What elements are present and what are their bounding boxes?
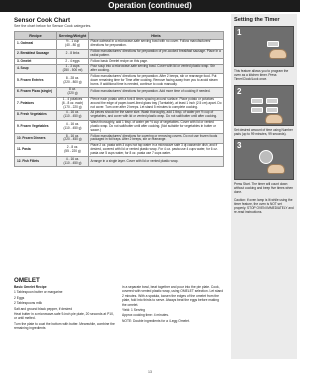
table-row: [15, 87, 224, 97]
column-header: Recipe: [15, 32, 57, 40]
column-header: Hints: [89, 32, 224, 40]
sensor-cook-title: Sensor Cook Chart: [14, 17, 71, 24]
omelet-paragraph: Turn the plate to coat the bottom with butter. Meanwhile, combine the remaining ingredients: [14, 321, 115, 331]
omelet-paragraph: 1 Tablespoon butter or margarine: [14, 290, 63, 295]
recipe-cell: 8. Fresh Vegetables: [15, 111, 57, 121]
hints-cell: Pour soup into a microwave-safe serving bowl. Cover with lid or vented plastic wrap. Stir after cooking.: [89, 64, 224, 74]
omelet-paragraph: Yield: 1 Serving: [122, 308, 145, 313]
serving-cell: 8 oz. (220 g): [57, 87, 89, 97]
step-number: 2: [237, 86, 242, 96]
step-3-text: Press Start. The timer will count down without cooking and beep five times when done.: [234, 182, 294, 195]
table-row: [15, 143, 224, 157]
step-2-illustration: [234, 85, 294, 126]
number-pad-button-icon: [251, 107, 263, 113]
hints-cell: Arrange in a single layer. Cover with lid or vented plastic wrap.: [89, 157, 224, 167]
table-row: [15, 97, 224, 111]
hints-cell: Wash thoroughly, add 1 tbsp. of water per ½ cup of vegetables. Cover with lid or vented plastic wrap. Do not salt/butter until after cooking. (Not suitable for vegetables in butter or sauce.): [89, 120, 224, 134]
column-header: Serving/Weight: [57, 32, 89, 40]
table-row: [15, 64, 224, 74]
hints-cell: Follow manufacturers' directions for covering or removing covers. Do not use frozen foods packaged in foil trays. After 2 beeps, stir or rearrange.: [89, 134, 224, 144]
page-header: [0, 0, 300, 12]
setting-timer-title: Setting the Timer: [234, 17, 280, 23]
table-row: [15, 120, 224, 134]
omelet-paragraph: Salt and ground black pepper, if desired: [14, 306, 73, 311]
hints-cell: Place 2 oz. pasta with 3 cups hot tap water in a microwave safe 3 qt casserole dish, and if desired, covered with lid or vented plastic wrap. For 4 oz. pasta use 4 cups water, for 6 oz. pasta use 5 cups water, for 8 oz. pasta use 7 cups water.: [89, 143, 224, 157]
table-row: [15, 157, 224, 167]
page-number: 13: [148, 370, 152, 374]
omelet-paragraph: NOTE: Double ingredients for a 4-egg Omelet.: [122, 318, 190, 323]
sensor-cook-table-body: [15, 40, 224, 167]
table-row: [15, 74, 224, 88]
sensor-cook-section: [14, 17, 224, 167]
omelet-paragraph: Basic Omelet Recipe: [14, 285, 47, 289]
number-pad-button-icon: [266, 98, 278, 104]
recipe-cell: 9. Frozen Vegetables: [15, 120, 57, 134]
timer-clock-button-icon: [267, 41, 279, 47]
table-row: [15, 111, 224, 121]
sensor-cook-subtitle: See the chart below for Sensor Cook categories.: [14, 24, 92, 28]
serving-cell: 1 - 4 potatoes (6 - 8 oz. each) (170 - 220 g): [57, 97, 89, 111]
omelet-title: OMELET: [14, 277, 40, 284]
finger-press-icon: [267, 164, 285, 174]
hints-cell: Pierce each potato with a fork 8 times spacing around surface. Place potato or potatoes around the edge of paper-towel-lined glass tray (Turntable), at least 1 inch (2.5 cm) apart. Do not cover. Turn over after 2 beeps. Let stand 5 minutes to complete cooking.: [90, 96, 222, 109]
recipe-cell: 3. Omelet: [15, 59, 57, 65]
recipe-cell: 12. Fish Fillets: [15, 157, 57, 167]
omelet-paragraph: in a separate bowl, beat together and pour into the pie plate. Cook, covered with vented plastic wrap, using OMELET selection. Let stand 2 minutes. With a spatula, loosen the edges of the omelet from the plate, fold into thirds to serve. Always beat the eggs before making the omelet.: [122, 285, 224, 307]
serving-cell: 2 - 4 eggs: [57, 59, 89, 65]
setting-timer-panel: [231, 14, 297, 359]
finger-press-icon: [269, 49, 287, 59]
step-1-text: This feature allows you to program the oven as a kitchen timer. Press Timer/Clock/Lock once.: [234, 69, 289, 82]
omelet-paragraph: 2 Eggs: [14, 295, 25, 300]
serving-cell: 8 - 28 oz. (220 - 800 g): [57, 74, 89, 88]
serving-cell: 4 - 16 oz. (110 - 450 g): [57, 120, 89, 134]
recipe-cell: 1. Oatmeal: [15, 40, 57, 50]
recipe-cell: 7. Potatoes: [15, 97, 57, 111]
omelet-paragraph: Approx cooking time: 4 minutes.: [122, 313, 169, 318]
omelet-section: [14, 277, 224, 332]
serving-cell: 2 - 8 links: [57, 49, 89, 59]
serving-cell: 4 - 16 oz. (110 - 450 g): [57, 111, 89, 121]
omelet-column-left: [14, 285, 116, 332]
start-dial-icon: [259, 150, 273, 164]
serving-cell: 1 - 3 cups (250 - 500 ml): [57, 64, 89, 74]
table-row: [15, 134, 224, 144]
serving-cell: ½ - 1 cup (40 - 80 g): [57, 40, 89, 50]
recipe-cell: 4. Soup: [15, 64, 57, 74]
hints-cell: Follow manufacturers' directions for preparation. Add more time of cooking if needed.: [89, 87, 224, 97]
table-row: [15, 49, 224, 59]
step-number: 3: [237, 141, 242, 151]
step-1-illustration: [234, 26, 294, 67]
page-header-title: Operation (continued): [108, 1, 192, 10]
timer-caution-note: Caution: If oven lamp is lit while using the timer feature, the oven is NOT set properly. STOP OVEN IMMEDIATELY and re-read instructions.: [234, 197, 294, 215]
recipe-cell: 11. Pasta: [15, 143, 57, 157]
hints-cell: All pieces should be the same size. Wash thoroughly, add 1 tbsp. of water per ½ cup of vegetables, and cover with lid or vented plastic wrap. Do not salt/butter until after cooking.: [89, 111, 224, 121]
serving-cell: 8 - 16 oz. (220 - 450 g): [57, 134, 89, 144]
recipe-cell: 10. Frozen Dinners: [15, 134, 57, 144]
recipe-cell: 6. Frozen Pizza (single): [15, 87, 57, 97]
recipe-cell: 5. Frozen Entrées: [15, 74, 57, 88]
step-number: 1: [237, 28, 242, 37]
omelet-paragraph: 2 Tablespoons milk: [14, 301, 42, 306]
omelet-column-right: [122, 285, 224, 332]
hints-cell: Place oatmeal in a microwave-safe serving bowl with no cover. Follow manufacturers' directions for preparation.: [89, 40, 224, 50]
hints-cell: Follow manufacturers' directions for preparation of pre-cooked breakfast sausage. Place in a radial pattern.: [89, 49, 224, 59]
omelet-paragraph: Heat butter in a microwave-safe 9-inch pie plate, 20 seconds at P10, or until melted.: [14, 312, 114, 321]
table-header-row: [15, 32, 224, 40]
hints-cell: Follow manufacturers' directions for preparation. After 2 beeps, stir or rearrange food. Put down remaining time for Time after cooking. Remove facing away from you to avoid steam burns. If additional time is needed, continue to cook manually.: [89, 74, 224, 88]
table-row: [15, 40, 224, 50]
serving-cell: 4 - 16 oz. (110 - 450 g): [57, 157, 89, 167]
step-3-illustration: [234, 139, 294, 180]
finger-press-icon: [265, 114, 283, 124]
serving-cell: 2 - 8 oz. (55 - 220 g): [57, 143, 89, 157]
number-pad-button-icon: [266, 107, 278, 113]
hints-cell: Follow basic Omelet recipe on this page.: [89, 59, 224, 65]
sensor-cook-table: [14, 31, 224, 167]
number-pad-button-icon: [251, 98, 263, 104]
step-2-text: Set desired amount of time using Number pads (up to 99 minutes, 99 seconds).: [234, 127, 293, 136]
recipe-cell: 2. Breakfast Sausage: [15, 49, 57, 59]
